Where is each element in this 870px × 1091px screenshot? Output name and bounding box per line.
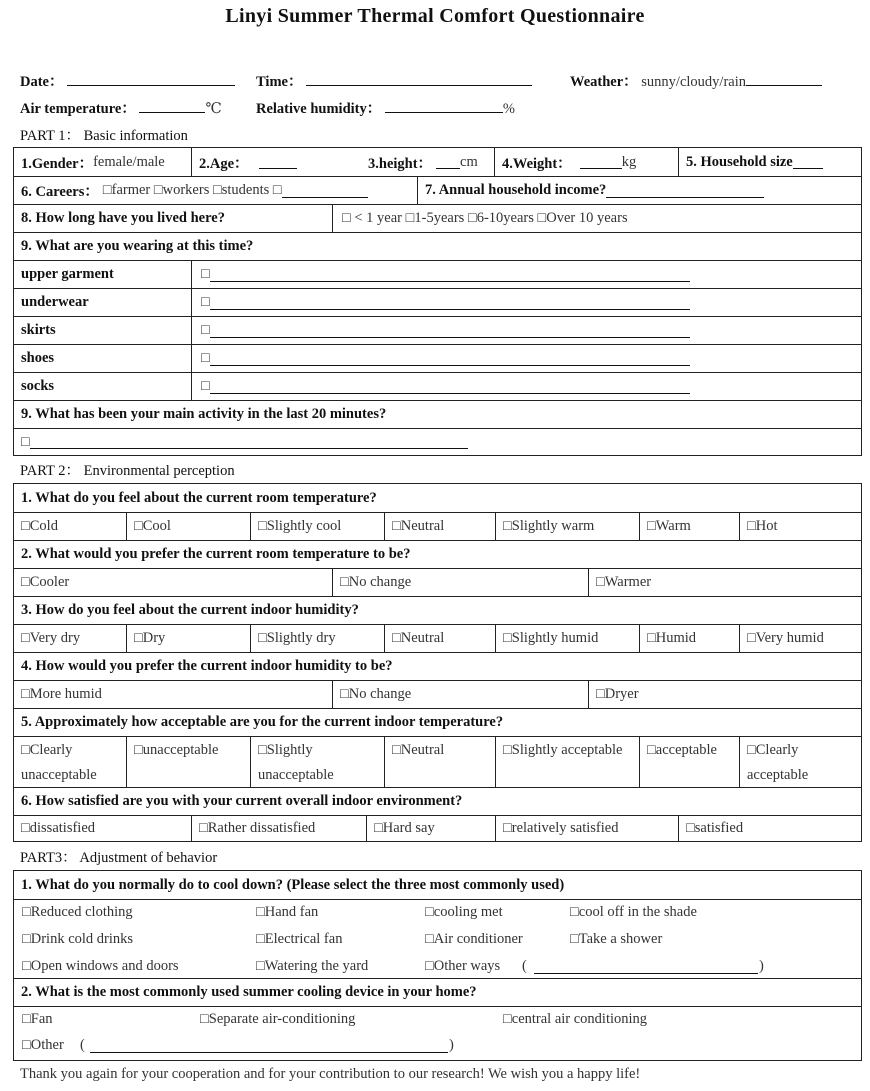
option-air-conditioner[interactable]: □Air conditioner: [425, 931, 523, 947]
date-blank[interactable]: [67, 72, 235, 86]
weight-unit: kg: [621, 153, 637, 170]
date-label: Date：: [20, 74, 64, 90]
clothing-row-upper-garment: [14, 260, 861, 288]
careers-other-blank[interactable]: [282, 184, 368, 198]
option-no-change[interactable]: □No change: [332, 681, 588, 708]
other-device-blank[interactable]: [90, 1052, 448, 1053]
option-cold[interactable]: □Cold: [21, 518, 58, 534]
clothing-row-skirts: [14, 316, 861, 344]
weather-blank[interactable]: [746, 72, 822, 86]
option-slightly-dry[interactable]: □Slightly dry: [250, 625, 384, 652]
clothing-label: underwear: [21, 294, 89, 310]
lived-options[interactable]: □ < 1 year □1-5years □6-10years □Over 10 years: [332, 205, 861, 232]
weight-blank[interactable]: [580, 155, 622, 169]
weather-options: sunny/cloudy/rain: [641, 74, 746, 90]
option-satisfied[interactable]: □satisfied: [678, 816, 861, 841]
household-size-label: 5. Household size: [686, 153, 793, 170]
clothing-blank[interactable]: [210, 324, 690, 338]
question-text: 2. What is the most commonly used summer cooling device in your home?: [21, 984, 477, 1000]
activity-blank[interactable]: [30, 435, 468, 449]
lived-row: [14, 204, 861, 232]
option-unacceptable[interactable]: □unacceptable: [126, 737, 250, 787]
option-more-humid[interactable]: □More humid: [21, 686, 102, 702]
option-clearly-unacceptable[interactable]: □Clearly unacceptable: [21, 742, 97, 783]
time-label: Time：: [256, 74, 303, 90]
age-blank[interactable]: [259, 155, 297, 169]
option-fan[interactable]: □Fan: [22, 1011, 53, 1027]
paren-open: (: [522, 958, 527, 974]
clothing-answer[interactable]: [191, 317, 861, 344]
checkbox-icon[interactable]: □: [201, 266, 210, 282]
height-unit: cm: [460, 153, 478, 170]
activity-answer-row: [14, 428, 861, 455]
option-watering-yard[interactable]: □Watering the yard: [256, 958, 369, 974]
option-cool-off-shade[interactable]: □cool off in the shade: [570, 904, 697, 920]
weight-cell[interactable]: [494, 148, 678, 176]
q-cooling-device: [14, 978, 861, 1006]
option-other-ways[interactable]: □Other ways: [425, 958, 501, 974]
option-slightly-unacceptable[interactable]: □Slightly unacceptable: [250, 737, 384, 787]
options-cool-down-methods: [14, 899, 861, 978]
clothing-label: upper garment: [21, 266, 114, 282]
time-blank[interactable]: [306, 72, 532, 86]
clothing-blank[interactable]: [210, 352, 690, 366]
household-size-blank[interactable]: [793, 155, 823, 169]
activity-row: [14, 400, 861, 428]
q-overall-satisfaction: [14, 787, 861, 815]
question-text: 1. What do you normally do to cool down? (Please select the three most commonly used): [21, 876, 565, 893]
option-cooling-met[interactable]: □cooling met: [425, 904, 503, 920]
q-cool-down-methods: [14, 871, 861, 899]
options-temperature-feel: [14, 512, 861, 540]
age-cell[interactable]: [191, 148, 361, 176]
height-label: 3.height：: [368, 155, 433, 172]
wearing-question: 9. What are you wearing at this time?: [21, 238, 254, 254]
option-humid[interactable]: □Humid: [639, 625, 739, 652]
paren-close: ): [759, 958, 764, 974]
option-slightly-cool[interactable]: □Slightly cool: [250, 513, 384, 540]
clothing-answer[interactable]: [191, 261, 861, 288]
clothing-label: shoes: [21, 350, 55, 366]
q-temperature-preference: [14, 540, 861, 568]
activity-question: 9. What has been your main activity in the last 20 minutes?: [21, 406, 387, 422]
option-hard-say[interactable]: □Hard say: [366, 816, 495, 841]
checkbox-icon[interactable]: □: [201, 350, 210, 366]
income-blank[interactable]: [606, 184, 764, 198]
gender-cell[interactable]: [14, 148, 191, 176]
option-very-humid[interactable]: □Very humid: [739, 625, 861, 652]
paren-open: (: [80, 1037, 85, 1053]
q-humidity-feel: [14, 596, 861, 624]
options-humidity-feel: [14, 624, 861, 652]
option-central-ac[interactable]: □central air conditioning: [503, 1011, 648, 1027]
air-temperature-field: [20, 97, 222, 118]
lived-question: 8. How long have you lived here?: [21, 210, 225, 226]
option-acceptable[interactable]: □acceptable: [639, 737, 739, 787]
part3-table: [13, 870, 862, 1061]
q-temperature-feel: [14, 484, 861, 512]
option-very-dry[interactable]: □Very dry: [21, 630, 81, 646]
question-text: 6. How satisfied are you with your current overall indoor environment?: [21, 793, 463, 809]
clothing-row-shoes: [14, 344, 861, 372]
option-neutral[interactable]: □Neutral: [384, 625, 495, 652]
careers-label: 6. Careers：: [21, 184, 99, 200]
part2-table: [13, 483, 862, 842]
question-text: 4. How would you prefer the current indoor humidity to be?: [21, 658, 393, 674]
page-title: Linyi Summer Thermal Comfort Questionnaire: [225, 5, 645, 27]
clothing-answer[interactable]: [191, 289, 861, 316]
option-other[interactable]: □Other: [22, 1037, 64, 1053]
clothing-row-underwear: [14, 288, 861, 316]
gender-label: 1.Gender：: [21, 155, 94, 172]
option-clearly-acceptable[interactable]: □Clearly acceptable: [739, 737, 861, 787]
option-drink-cold-drinks[interactable]: □Drink cold drinks: [22, 931, 134, 947]
options-cooling-device: [14, 1006, 861, 1060]
weather-label: Weather：: [570, 74, 638, 90]
options-humidity-preference: [14, 680, 861, 708]
time-field: [256, 70, 532, 91]
careers-income-row: [14, 176, 861, 204]
humidity-field: [256, 97, 515, 118]
part1-table: [13, 147, 862, 456]
option-reduced-clothing[interactable]: □Reduced clothing: [22, 904, 133, 920]
clothing-answer[interactable]: [191, 373, 861, 400]
part2-heading: PART 2： Environmental perception: [20, 463, 235, 479]
part3-heading: PART3： Adjustment of behavior: [20, 850, 218, 866]
air-temperature-label: Air temperature：: [20, 101, 136, 117]
checkbox-icon[interactable]: □: [201, 294, 210, 310]
option-slightly-acceptable[interactable]: □Slightly acceptable: [495, 737, 639, 787]
wearing-row: [14, 232, 861, 260]
household-size-cell[interactable]: [678, 148, 861, 176]
option-no-change[interactable]: □No change: [332, 569, 588, 596]
income-label: 7. Annual household income?: [425, 182, 607, 198]
option-relatively-satisfied[interactable]: □relatively satisfied: [495, 816, 678, 841]
activity-answer[interactable]: [14, 429, 861, 455]
q-humidity-preference: [14, 652, 861, 680]
clothing-label: skirts: [21, 322, 56, 338]
clothing-answer[interactable]: [191, 345, 861, 372]
option-cool[interactable]: □Cool: [126, 513, 250, 540]
careers-cell[interactable]: [14, 177, 417, 204]
option-neutral[interactable]: □Neutral: [384, 737, 495, 787]
q-temperature-acceptability: [14, 708, 861, 736]
clothing-row-socks: [14, 372, 861, 400]
options-overall-satisfaction: [14, 815, 861, 841]
option-electrical-fan[interactable]: □Electrical fan: [256, 931, 343, 947]
option-hand-fan[interactable]: □Hand fan: [256, 904, 319, 920]
careers-options: □farmer □workers □students □: [102, 182, 282, 198]
option-rather-dissatisfied[interactable]: □Rather dissatisfied: [191, 816, 366, 841]
question-text: 5. Approximately how acceptable are you for the current indoor temperature?: [21, 714, 504, 730]
clothing-blank[interactable]: [210, 380, 690, 394]
date-field: [20, 70, 235, 91]
air-temperature-blank[interactable]: [139, 99, 205, 113]
income-cell[interactable]: [417, 177, 861, 204]
checkbox-icon[interactable]: □: [201, 378, 210, 394]
clothing-blank[interactable]: [210, 296, 690, 310]
option-dryer[interactable]: □Dryer: [588, 681, 861, 708]
height-cell[interactable]: [361, 148, 494, 176]
clothing-blank[interactable]: [210, 268, 690, 282]
option-open-windows[interactable]: □Open windows and doors: [22, 958, 179, 974]
checkbox-icon[interactable]: □: [21, 433, 30, 450]
option-slightly-humid[interactable]: □Slightly humid: [495, 625, 639, 652]
option-separate-ac[interactable]: □Separate air-conditioning: [200, 1011, 356, 1027]
question-text: 1. What do you feel about the current room temperature?: [21, 489, 377, 506]
options-temperature-acceptability: [14, 736, 861, 787]
part1-heading: PART 1： Basic information: [20, 128, 188, 144]
option-warmer[interactable]: □Warmer: [588, 569, 861, 596]
humidity-label: Relative humidity：: [256, 101, 382, 117]
checkbox-icon[interactable]: □: [201, 322, 210, 338]
question-text: 2. What would you prefer the current room temperature to be?: [21, 546, 411, 562]
humidity-blank[interactable]: [385, 99, 503, 113]
basic-info-row: [14, 148, 861, 176]
weight-label: 4.Weight：: [502, 155, 572, 172]
option-hot[interactable]: □Hot: [739, 513, 861, 540]
humidity-unit: %: [502, 101, 515, 117]
option-dry[interactable]: □Dry: [126, 625, 250, 652]
weather-field: [570, 70, 822, 91]
clothing-label: socks: [21, 378, 55, 394]
paren-close: ): [449, 1037, 454, 1053]
air-temperature-unit: ℃: [205, 101, 222, 117]
option-slightly-warm[interactable]: □Slightly warm: [495, 513, 639, 540]
option-take-shower[interactable]: □Take a shower: [570, 931, 663, 947]
question-text: 3. How do you feel about the current indoor humidity?: [21, 602, 359, 618]
option-dissatisfied[interactable]: □dissatisfied: [21, 820, 96, 836]
option-neutral[interactable]: □Neutral: [384, 513, 495, 540]
options-temperature-preference: [14, 568, 861, 596]
other-ways-blank[interactable]: [534, 973, 758, 974]
option-warm[interactable]: □Warm: [639, 513, 739, 540]
gender-options: female/male: [93, 153, 165, 170]
age-label: 2.Age：: [199, 155, 249, 172]
footer-thanks: Thank you again for your cooperation and for your contribution to our research! We wish you a happy life!: [20, 1066, 641, 1082]
option-cooler[interactable]: □Cooler: [21, 574, 70, 590]
height-blank[interactable]: [436, 155, 460, 169]
